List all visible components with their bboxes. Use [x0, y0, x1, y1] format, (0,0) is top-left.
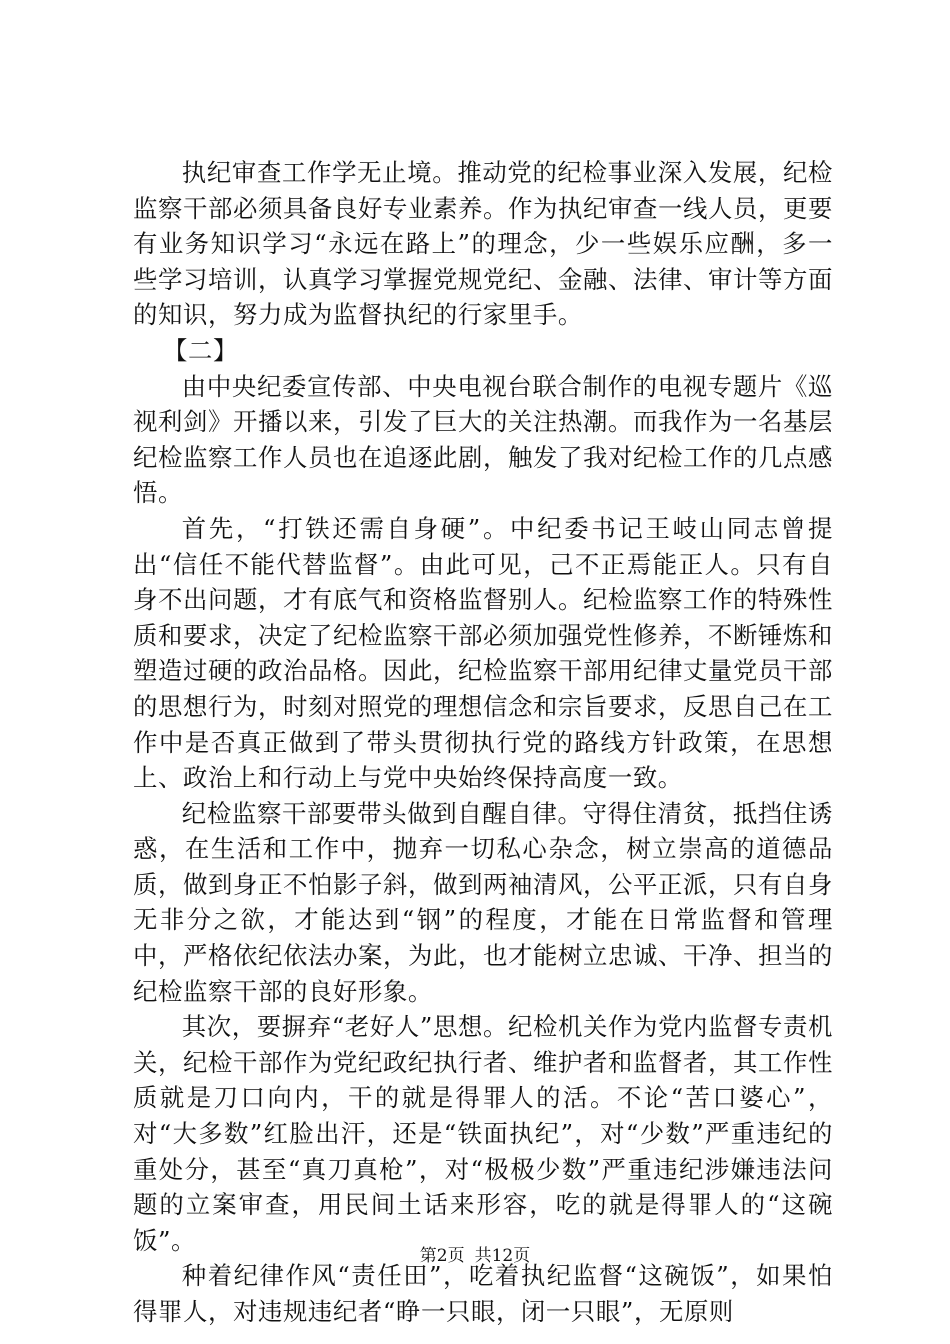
paragraph-1: 由中央纪委宣传部、中央电视台联合制作的电视专题片《巡视利剑》开播以来，引发了巨大的关注热潮。而我作为一名基层纪检监察工作人员也在追逐此剧，触发了我对纪检工作的几点感悟。: [133, 371, 833, 508]
document-body: [133, 155, 833, 1330]
page-total: 共12页: [474, 1246, 531, 1266]
page-footer: [0, 1241, 950, 1266]
paragraph-3: 纪检监察干部要带头做到自醒自律。守得住清贫，抵挡住诱惑，在生活和工作中，抛弃一切私心杂念，树立崇高的道德品质，做到身正不怕影子斜，做到两袖清风，公平正派，只有自身无非分之欲，才能达到“钢”的程度，才能在日常监督和管理中，严格依纪依法办案，为此，也才能树立忠诚、干净、担当的纪检监察干部的良好形象。: [133, 798, 833, 1006]
paragraph-intro: 执纪审查工作学无止境。推动党的纪检事业深入发展，纪检监察干部必须具备良好专业素养。作为执纪审查一线人员，更要有业务知识学习“永远在路上”的理念，少一些娱乐应酬，多一些学习培训，认真学习掌握党规党纪、金融、法律、审计等方面的知识，努力成为监督执纪的行家里手。: [133, 158, 833, 330]
paragraph-4: 其次，要摒弃“老好人”思想。纪检机关作为党内监督专责机关，纪检干部作为党纪政纪执行者、维护者和监督者，其工作性质就是刀口向内，干的就是得罪人的活。不论“苦口婆心”，对“大多数”红脸出汗，还是“铁面执纪”，对“少数”严重违纪的重处分，甚至“真刀真枪”，对“极极少数”严重违纪涉嫌违法问题的立案审查，用民间土话来形容，吃的就是得罪人的“这碗饭”。: [133, 1012, 833, 1255]
section-heading: 【二】: [163, 335, 238, 365]
paragraph-5: 种着纪律作风“责任田”，吃着执纪监督“这碗饭”，如果怕得罪人，对违规违纪者“睁一只眼，闭一只眼”，无原则: [133, 1261, 833, 1326]
page-number: 第2页: [419, 1246, 465, 1266]
paragraph-2: 首先，“打铁还需自身硬”。中纪委书记王岐山同志曾提出“信任不能代替监督”。由此可见，己不正焉能正人。只有自身不出问题，才有底气和资格监督别人。纪检监察工作的特殊性质和要求，决定了纪检监察干部必须加强党性修养，不断锤炼和塑造过硬的政治品格。因此，纪检监察干部用纪律丈量党员干部的思想行为，时刻对照党的理想信念和宗旨要求，反思自己在工作中是否真正做到了带头贯彻执行党的路线方针政策，在思想上、政治上和行动上与党中央始终保持高度一致。: [133, 513, 833, 793]
